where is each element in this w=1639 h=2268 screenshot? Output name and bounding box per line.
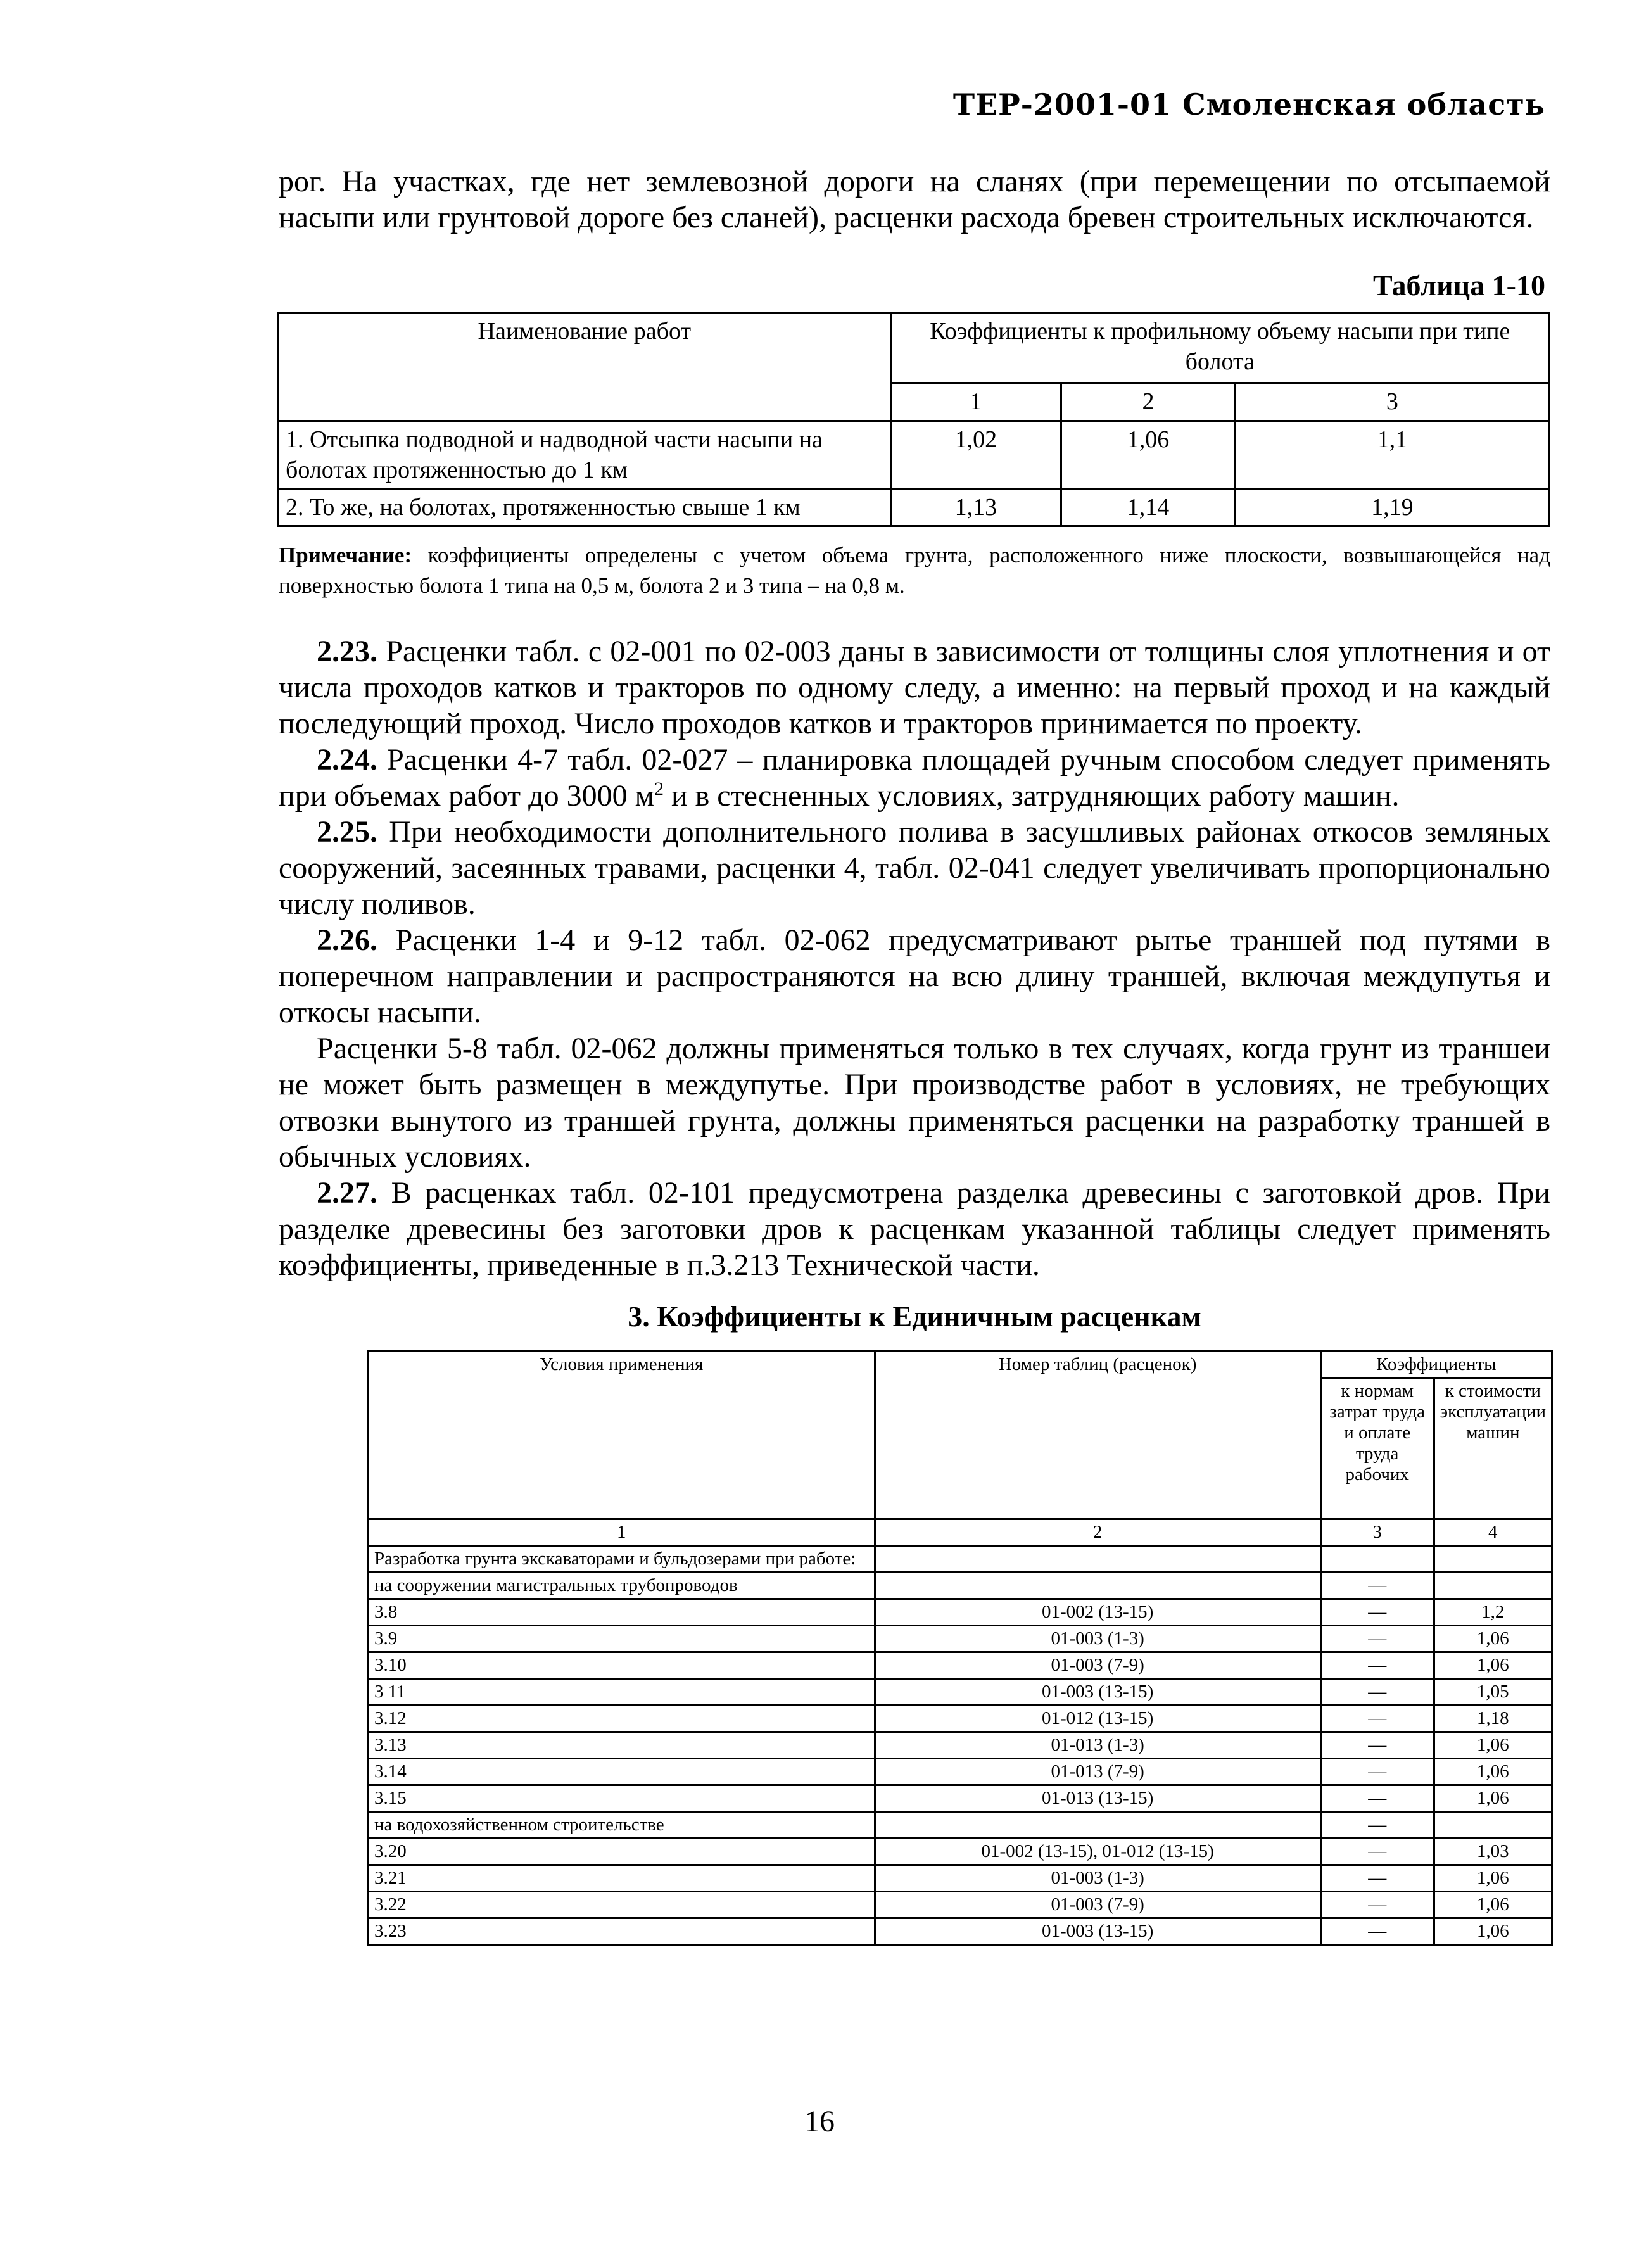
coefficients-table bbox=[367, 1350, 1553, 1946]
row-cell-mach: 1,06 bbox=[1434, 1918, 1552, 1945]
clause bbox=[279, 1175, 1550, 1283]
row-cell-cond: 3.22 bbox=[369, 1892, 875, 1918]
row-cell-cond: 3.9 bbox=[369, 1626, 875, 1652]
header-cell-machines: к стоимости эксплуатации машин bbox=[1434, 1378, 1552, 1519]
row-cell-cond: 3.20 bbox=[369, 1839, 875, 1865]
clause bbox=[279, 742, 1550, 814]
row-cell-cond: 3.21 bbox=[369, 1865, 875, 1892]
column-number: 3 bbox=[1320, 1519, 1434, 1546]
row-cell-mach: 1,06 bbox=[1434, 1626, 1552, 1652]
row-cell-tab bbox=[875, 1546, 1320, 1573]
table-header-row bbox=[279, 313, 1550, 383]
table-row bbox=[369, 1546, 1552, 1573]
row-cell-tab: 01-002 (13-15) bbox=[875, 1599, 1320, 1626]
row-cell-cond: 3.14 bbox=[369, 1759, 875, 1785]
table-row bbox=[369, 1626, 1552, 1652]
row-cell-labor: — bbox=[1320, 1785, 1434, 1812]
table-row bbox=[369, 1652, 1552, 1679]
row-value: 1,06 bbox=[1061, 421, 1236, 489]
row-cell-cond: на водохозяйственном строительстве bbox=[369, 1812, 875, 1839]
table-row bbox=[369, 1679, 1552, 1706]
row-cell-tab bbox=[875, 1573, 1320, 1599]
table-caption: Таблица 1-10 bbox=[1372, 269, 1545, 301]
coefficients-table-body bbox=[369, 1546, 1552, 1945]
table-row bbox=[369, 1573, 1552, 1599]
table-row bbox=[369, 1759, 1552, 1785]
row-cell-labor: — bbox=[1320, 1759, 1434, 1785]
subheader-cell: 3 bbox=[1235, 383, 1549, 421]
row-cell-labor: — bbox=[1320, 1573, 1434, 1599]
row-cell-tab bbox=[875, 1812, 1320, 1839]
row-cell-labor: — bbox=[1320, 1839, 1434, 1865]
row-cell-cond: 3.8 bbox=[369, 1599, 875, 1626]
subheader-cell: 2 bbox=[1061, 383, 1236, 421]
row-cell-mach: 1,06 bbox=[1434, 1785, 1552, 1812]
clause-number: 2.27. bbox=[317, 1176, 377, 1210]
row-name: 1. Отсыпка подводной и надводной части насыпи на болотах протяженностью до 1 км bbox=[279, 421, 891, 489]
column-number: 2 bbox=[875, 1519, 1320, 1546]
row-cell-mach bbox=[1434, 1546, 1552, 1573]
clause bbox=[279, 633, 1550, 742]
clause-number: 2.24. bbox=[317, 743, 377, 776]
row-cell-mach: 1,18 bbox=[1434, 1706, 1552, 1732]
table-row bbox=[369, 1706, 1552, 1732]
header-cell-name: Наименование работ bbox=[279, 313, 891, 421]
column-number-row bbox=[369, 1519, 1552, 1546]
row-value: 1,1 bbox=[1235, 421, 1549, 489]
row-value: 1,19 bbox=[1235, 489, 1549, 526]
clause-number: 2.26. bbox=[317, 923, 377, 957]
clause-text: Расценки 4-7 табл. 02-027 – планировка площадей ручным способом следует применять при объемах работ до 3000 м bbox=[279, 743, 1550, 813]
row-cell-labor: — bbox=[1320, 1626, 1434, 1652]
table-row bbox=[369, 1785, 1552, 1812]
clause-text: Расценки табл. с 02-001 по 02-003 даны в зависимости от толщины слоя уплотнения и от числа проходов катков и тракторов по одному следу, а именно: на первый проход и на каждый последующий проход. Число проходов катков и тракторов принимается по проекту. bbox=[279, 635, 1550, 740]
row-cell-tab: 01-012 (13-15) bbox=[875, 1706, 1320, 1732]
clause bbox=[279, 922, 1550, 1030]
clause-text: Расценки 1-4 и 9-12 табл. 02-062 предусматривают рытье траншей под путями в поперечном направлении и распространяются на всю длину траншей, включая междупутья и откосы насыпи. bbox=[279, 923, 1550, 1029]
subheader-cell: 1 bbox=[890, 383, 1061, 421]
row-cell-labor: — bbox=[1320, 1732, 1434, 1759]
row-cell-tab: 01-013 (1-3) bbox=[875, 1732, 1320, 1759]
clauses-block bbox=[279, 633, 1550, 1283]
note-label: Примечание: bbox=[279, 543, 412, 567]
clause bbox=[279, 1030, 1550, 1175]
table-row bbox=[369, 1865, 1552, 1892]
row-cell-cond: 3.10 bbox=[369, 1652, 875, 1679]
row-cell-mach bbox=[1434, 1573, 1552, 1599]
superscript: 2 bbox=[654, 778, 664, 799]
row-cell-tab: 01-013 (13-15) bbox=[875, 1785, 1320, 1812]
row-cell-cond: Разработка грунта экскаваторами и бульдозерами при работе: bbox=[369, 1546, 875, 1573]
header-cell-conditions: Условия применения bbox=[369, 1352, 875, 1519]
clause-number: 2.25. bbox=[317, 815, 377, 849]
row-cell-tab: 01-003 (1-3) bbox=[875, 1626, 1320, 1652]
row-cell-tab: 01-003 (13-15) bbox=[875, 1679, 1320, 1706]
row-cell-labor: — bbox=[1320, 1599, 1434, 1626]
row-cell-mach: 1,06 bbox=[1434, 1652, 1552, 1679]
clause-text: Расценки 5-8 табл. 02-062 должны применяться только в тех случаях, когда грунт из траншеи не может быть размещен в междупутье. При производстве работ в условиях, не требующих отвозки вынутого из траншей грунта, должны применяться расценки на разработку траншей в обычных условиях. bbox=[279, 1032, 1550, 1174]
clause bbox=[279, 814, 1550, 922]
row-name: 2. То же, на болотах, протяженностью свыше 1 км bbox=[279, 489, 891, 526]
row-cell-mach: 1,06 bbox=[1434, 1759, 1552, 1785]
row-cell-cond: на сооружении магистральных трубопроводов bbox=[369, 1573, 875, 1599]
table-row bbox=[369, 1892, 1552, 1918]
clause-text: В расценках табл. 02-101 предусмотрена разделка древесины с заготовкой дров. При разделке древесины без заготовки дров к расценкам указанной таблицы следует применять коэффициенты, приведенные в п.3.213 Технической части. bbox=[279, 1176, 1550, 1282]
row-cell-labor: — bbox=[1320, 1706, 1434, 1732]
row-cell-mach: 1,06 bbox=[1434, 1732, 1552, 1759]
row-cell-mach: 1,2 bbox=[1434, 1599, 1552, 1626]
row-cell-tab: 01-003 (1-3) bbox=[875, 1865, 1320, 1892]
table-row bbox=[279, 421, 1550, 489]
header-cell-coef: Коэффициенты к профильному объему насыпи при типе болота bbox=[890, 313, 1549, 383]
table-row bbox=[369, 1599, 1552, 1626]
row-cell-labor: — bbox=[1320, 1918, 1434, 1945]
section-title: 3. Коэффициенты к Единичным расценкам bbox=[628, 1300, 1201, 1333]
table-header-row bbox=[369, 1352, 1552, 1378]
header-cell-coefs: Коэффициенты bbox=[1320, 1352, 1552, 1378]
row-cell-tab: 01-013 (7-9) bbox=[875, 1759, 1320, 1785]
row-value: 1,14 bbox=[1061, 489, 1236, 526]
table-row bbox=[369, 1918, 1552, 1945]
row-cell-mach: 1,05 bbox=[1434, 1679, 1552, 1706]
clause-text: и в стесненных условиях, затрудняющих работу машин. bbox=[663, 779, 1400, 813]
row-cell-tab: 01-003 (7-9) bbox=[875, 1892, 1320, 1918]
paragraph-text: рог. На участках, где нет землевозной дороги на сланях (при перемещении по отсыпаемой насыпи или грунтовой дороге без сланей), расценки расхода бревен строительных исключаются. bbox=[279, 165, 1550, 234]
row-cell-labor bbox=[1320, 1546, 1434, 1573]
table-row bbox=[279, 489, 1550, 526]
running-header: ТЕР-2001-01 Смоленская область bbox=[952, 87, 1545, 122]
row-cell-mach bbox=[1434, 1812, 1552, 1839]
row-value: 1,02 bbox=[890, 421, 1061, 489]
row-cell-cond: 3 11 bbox=[369, 1679, 875, 1706]
header-cell-table-no: Номер таблиц (расценок) bbox=[875, 1352, 1320, 1519]
row-cell-mach: 1,03 bbox=[1434, 1839, 1552, 1865]
row-cell-cond: 3.15 bbox=[369, 1785, 875, 1812]
row-cell-labor: — bbox=[1320, 1812, 1434, 1839]
row-cell-cond: 3.13 bbox=[369, 1732, 875, 1759]
table-row bbox=[369, 1732, 1552, 1759]
clause-number: 2.23. bbox=[317, 635, 377, 668]
table-note bbox=[279, 540, 1550, 601]
page-number: 16 bbox=[804, 2105, 835, 2138]
column-number: 4 bbox=[1434, 1519, 1552, 1546]
row-cell-tab: 01-003 (7-9) bbox=[875, 1652, 1320, 1679]
table-row bbox=[369, 1839, 1552, 1865]
header-cell-labor: к нормам затрат труда и оплате труда рабочих bbox=[1320, 1378, 1434, 1519]
table-1-10 bbox=[277, 312, 1550, 527]
table-row bbox=[369, 1812, 1552, 1839]
row-cell-labor: — bbox=[1320, 1652, 1434, 1679]
row-cell-mach: 1,06 bbox=[1434, 1892, 1552, 1918]
column-number: 1 bbox=[369, 1519, 875, 1546]
row-cell-labor: — bbox=[1320, 1892, 1434, 1918]
row-value: 1,13 bbox=[890, 489, 1061, 526]
clause-text: При необходимости дополнительного полива в засушливых районах откосов земляных сооружений, засеянных травами, расценки 4, табл. 02-041 следует увеличивать пропорционально числу поливов. bbox=[279, 815, 1550, 921]
row-cell-cond: 3.12 bbox=[369, 1706, 875, 1732]
row-cell-labor: — bbox=[1320, 1865, 1434, 1892]
row-cell-labor: — bbox=[1320, 1679, 1434, 1706]
note-text: коэффициенты определены с учетом объема грунта, расположенного ниже плоскости, возвышающейся над поверхностью болота 1 типа на 0,5 м, болота 2 и 3 типа – на 0,8 м. bbox=[279, 543, 1550, 598]
paragraph-continuation bbox=[279, 163, 1550, 236]
row-cell-tab: 01-002 (13-15), 01-012 (13-15) bbox=[875, 1839, 1320, 1865]
row-cell-tab: 01-003 (13-15) bbox=[875, 1918, 1320, 1945]
row-cell-cond: 3.23 bbox=[369, 1918, 875, 1945]
row-cell-mach: 1,06 bbox=[1434, 1865, 1552, 1892]
